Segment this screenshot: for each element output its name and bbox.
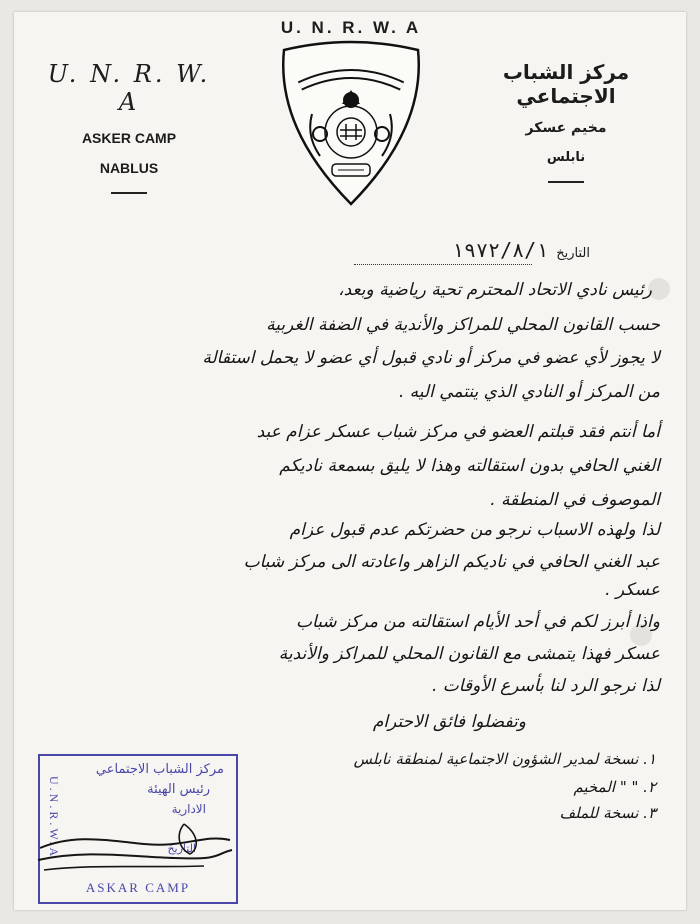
- body-line: عبد الغني الحافي في ناديكم الزاهر واعادته الى مركز شباب: [243, 552, 660, 572]
- cc-line: ١. نسخة لمدير الشؤون الاجتماعية لمنطقة نابلس: [353, 750, 656, 768]
- letterhead-city-ar: نابلس: [546, 150, 586, 165]
- letterhead-right: [466, 60, 666, 183]
- body-line: لا يجوز لأي عضو في مركز أو نادي قبول أي عضو لا يحمل استقالة: [202, 348, 660, 368]
- body-line: أما أنتم فقد قبلتم العضو في مركز شباب عسكر عزام عبد: [256, 422, 660, 442]
- stamp-camp-name: ASKAR CAMP: [85, 880, 191, 895]
- body-line: عسكر .: [605, 580, 660, 600]
- letterhead-org-ar: مركز الشباب الاجتماعي: [502, 60, 630, 108]
- cc-line: ٢. " " المخيم: [573, 778, 656, 796]
- body-line: لذا نرجو الرد لنا بأسرع الأوقات .: [431, 676, 660, 696]
- official-stamp: [38, 754, 238, 904]
- body-line: الموصوف في المنطقة .: [490, 490, 660, 510]
- letterhead-divider: [548, 181, 584, 183]
- date-value: ١٩٧٢/٨/١: [451, 238, 549, 262]
- body-line: واذا أبرز لكم في أحد الأيام استقالته من مركز شباب: [296, 612, 660, 632]
- letterhead-camp-ar: مخيم عسكر: [525, 120, 607, 136]
- stamp-title-ar: رئيس الهيئة: [147, 782, 210, 797]
- body-line: حسب القانون المحلي للمراكز والأندية في الضفة الغربية: [266, 315, 660, 335]
- signature-scribble: [34, 804, 234, 884]
- letterhead-top-title: U. N. R. W. A: [280, 18, 422, 37]
- letterhead-org-en: U. N. R. W. A: [47, 60, 211, 116]
- body-line: الغني الحافي بدون استقالته وهذا لا يليق بسمعة ناديكم: [279, 456, 660, 476]
- stamp-subtitle-ar: الادارية: [171, 802, 206, 816]
- closing-line: وتفضلوا فائق الاحترام: [372, 712, 526, 732]
- body-line: عسكر فهذا يتمشى مع القانون المحلي للمراكز والأندية: [278, 644, 660, 664]
- cc-line: ٣. نسخة للملف: [559, 804, 656, 822]
- body-line: من المركز أو النادي الذي ينتمي اليه .: [398, 382, 660, 402]
- letterhead-city-en: NABLUS: [99, 160, 159, 176]
- date-label: التاريخ: [556, 246, 590, 261]
- body-line: لذا ولهذه الاسباب نرجو من حضرتكم عدم قبول عزام: [289, 520, 660, 540]
- body-line: رئيس نادي الاتحاد المحترم تحية رياضية وبعد،: [338, 280, 652, 300]
- stamp-vertical-text: U.N.R.W.A: [47, 776, 61, 860]
- letterhead-divider: [111, 192, 147, 194]
- date-dotted-line: [354, 264, 532, 265]
- letter-page: [14, 12, 686, 910]
- letterhead-center: [276, 18, 426, 212]
- stamp-date-label: التاريخ: [167, 842, 196, 855]
- shield-emblem-icon: [276, 38, 426, 208]
- date-row: [354, 238, 590, 262]
- letterhead-left: [34, 60, 224, 194]
- stamp-org-ar: مركز الشباب الاجتماعي: [95, 762, 224, 777]
- letterhead-camp-en: ASKER CAMP: [81, 130, 177, 146]
